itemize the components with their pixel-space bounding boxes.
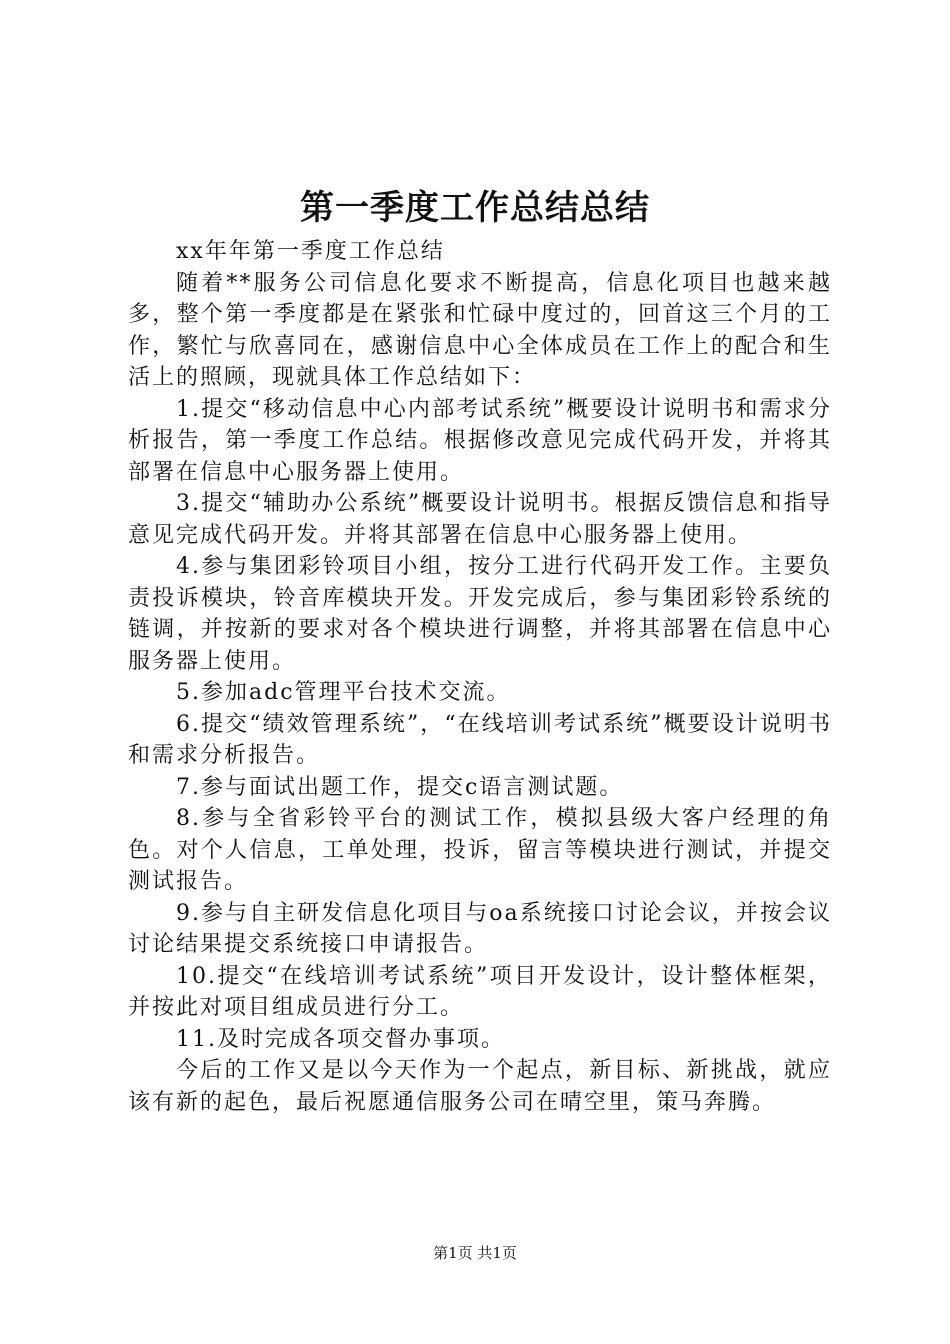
paragraph-item-5: 5.参加adc管理平台技术交流。 <box>176 680 511 705</box>
paragraph-item-3: 3.提交“辅助办公系统”概要设计说明书。根据反馈信息和指导意见完成代码开发。并将其部署在信息中心服务器上使用。 <box>128 491 832 548</box>
paragraph-item-8: 8.参与全省彩铃平台的测试工作，模拟县级大客户经理的角色。对个人信息，工单处理，投诉，留言等模块进行测试，并提交测试报告。 <box>128 806 832 894</box>
paragraph-item-11: 11.及时完成各项交督办事项。 <box>176 1026 505 1052</box>
paragraph-intro: 随着**服务公司信息化要求不断提高，信息化项目也越来越多，整个第一季度都是在紧张和忙碌中度过的，回首这三个月的工作，繁忙与欣喜同在，感谢信息中心全体成员在工作上的配合和生活上的照顾，现就具体工作总结如下： <box>128 270 832 390</box>
paragraph-item-6: 6.提交“绩效管理系统”，“在线培训考试系统”概要设计说明书和需求分析报告。 <box>128 711 832 768</box>
paragraph-item-7: 7.参与面试出题工作，提交c语言测试题。 <box>176 774 624 800</box>
paragraph-item-1: 1.提交“移动信息中心内部考试系统”概要设计说明书和需求分析报告，第一季度工作总结。根据修改意见完成代码开发，并将其部署在信息中心服务器上使用。 <box>128 396 832 485</box>
paragraph-item-4: 4.参与集团彩铃项目小组，按分工进行代码开发工作。主要负责投诉模块，铃音库模块开发。开发完成后，参与集团彩铃系统的链调，并按新的要求对各个模块进行调整，并将其部署在信息中心服务器上使用。 <box>128 554 832 674</box>
paragraph-heading: xx年年第一季度工作总结 <box>176 239 445 264</box>
paragraph-conclusion: 今后的工作又是以今天作为一个起点，新目标、新挑战，就应该有新的起色，最后祝愿通信服务公司在晴空里，策马奔腾。 <box>128 1058 832 1115</box>
document-title: 第一季度工作总结总结 <box>300 188 650 228</box>
paragraph-item-9: 9.参与自主研发信息化项目与oa系统接口讨论会议，并按会议讨论结果提交系统接口申请报告。 <box>128 900 832 957</box>
page-number: 第1页 共1页 <box>433 1244 517 1262</box>
document-body <box>128 236 832 1118</box>
paragraph-item-10: 10.提交“在线培训考试系统”项目开发设计，设计整体框架，并按此对项目组成员进行分工。 <box>128 963 832 1020</box>
